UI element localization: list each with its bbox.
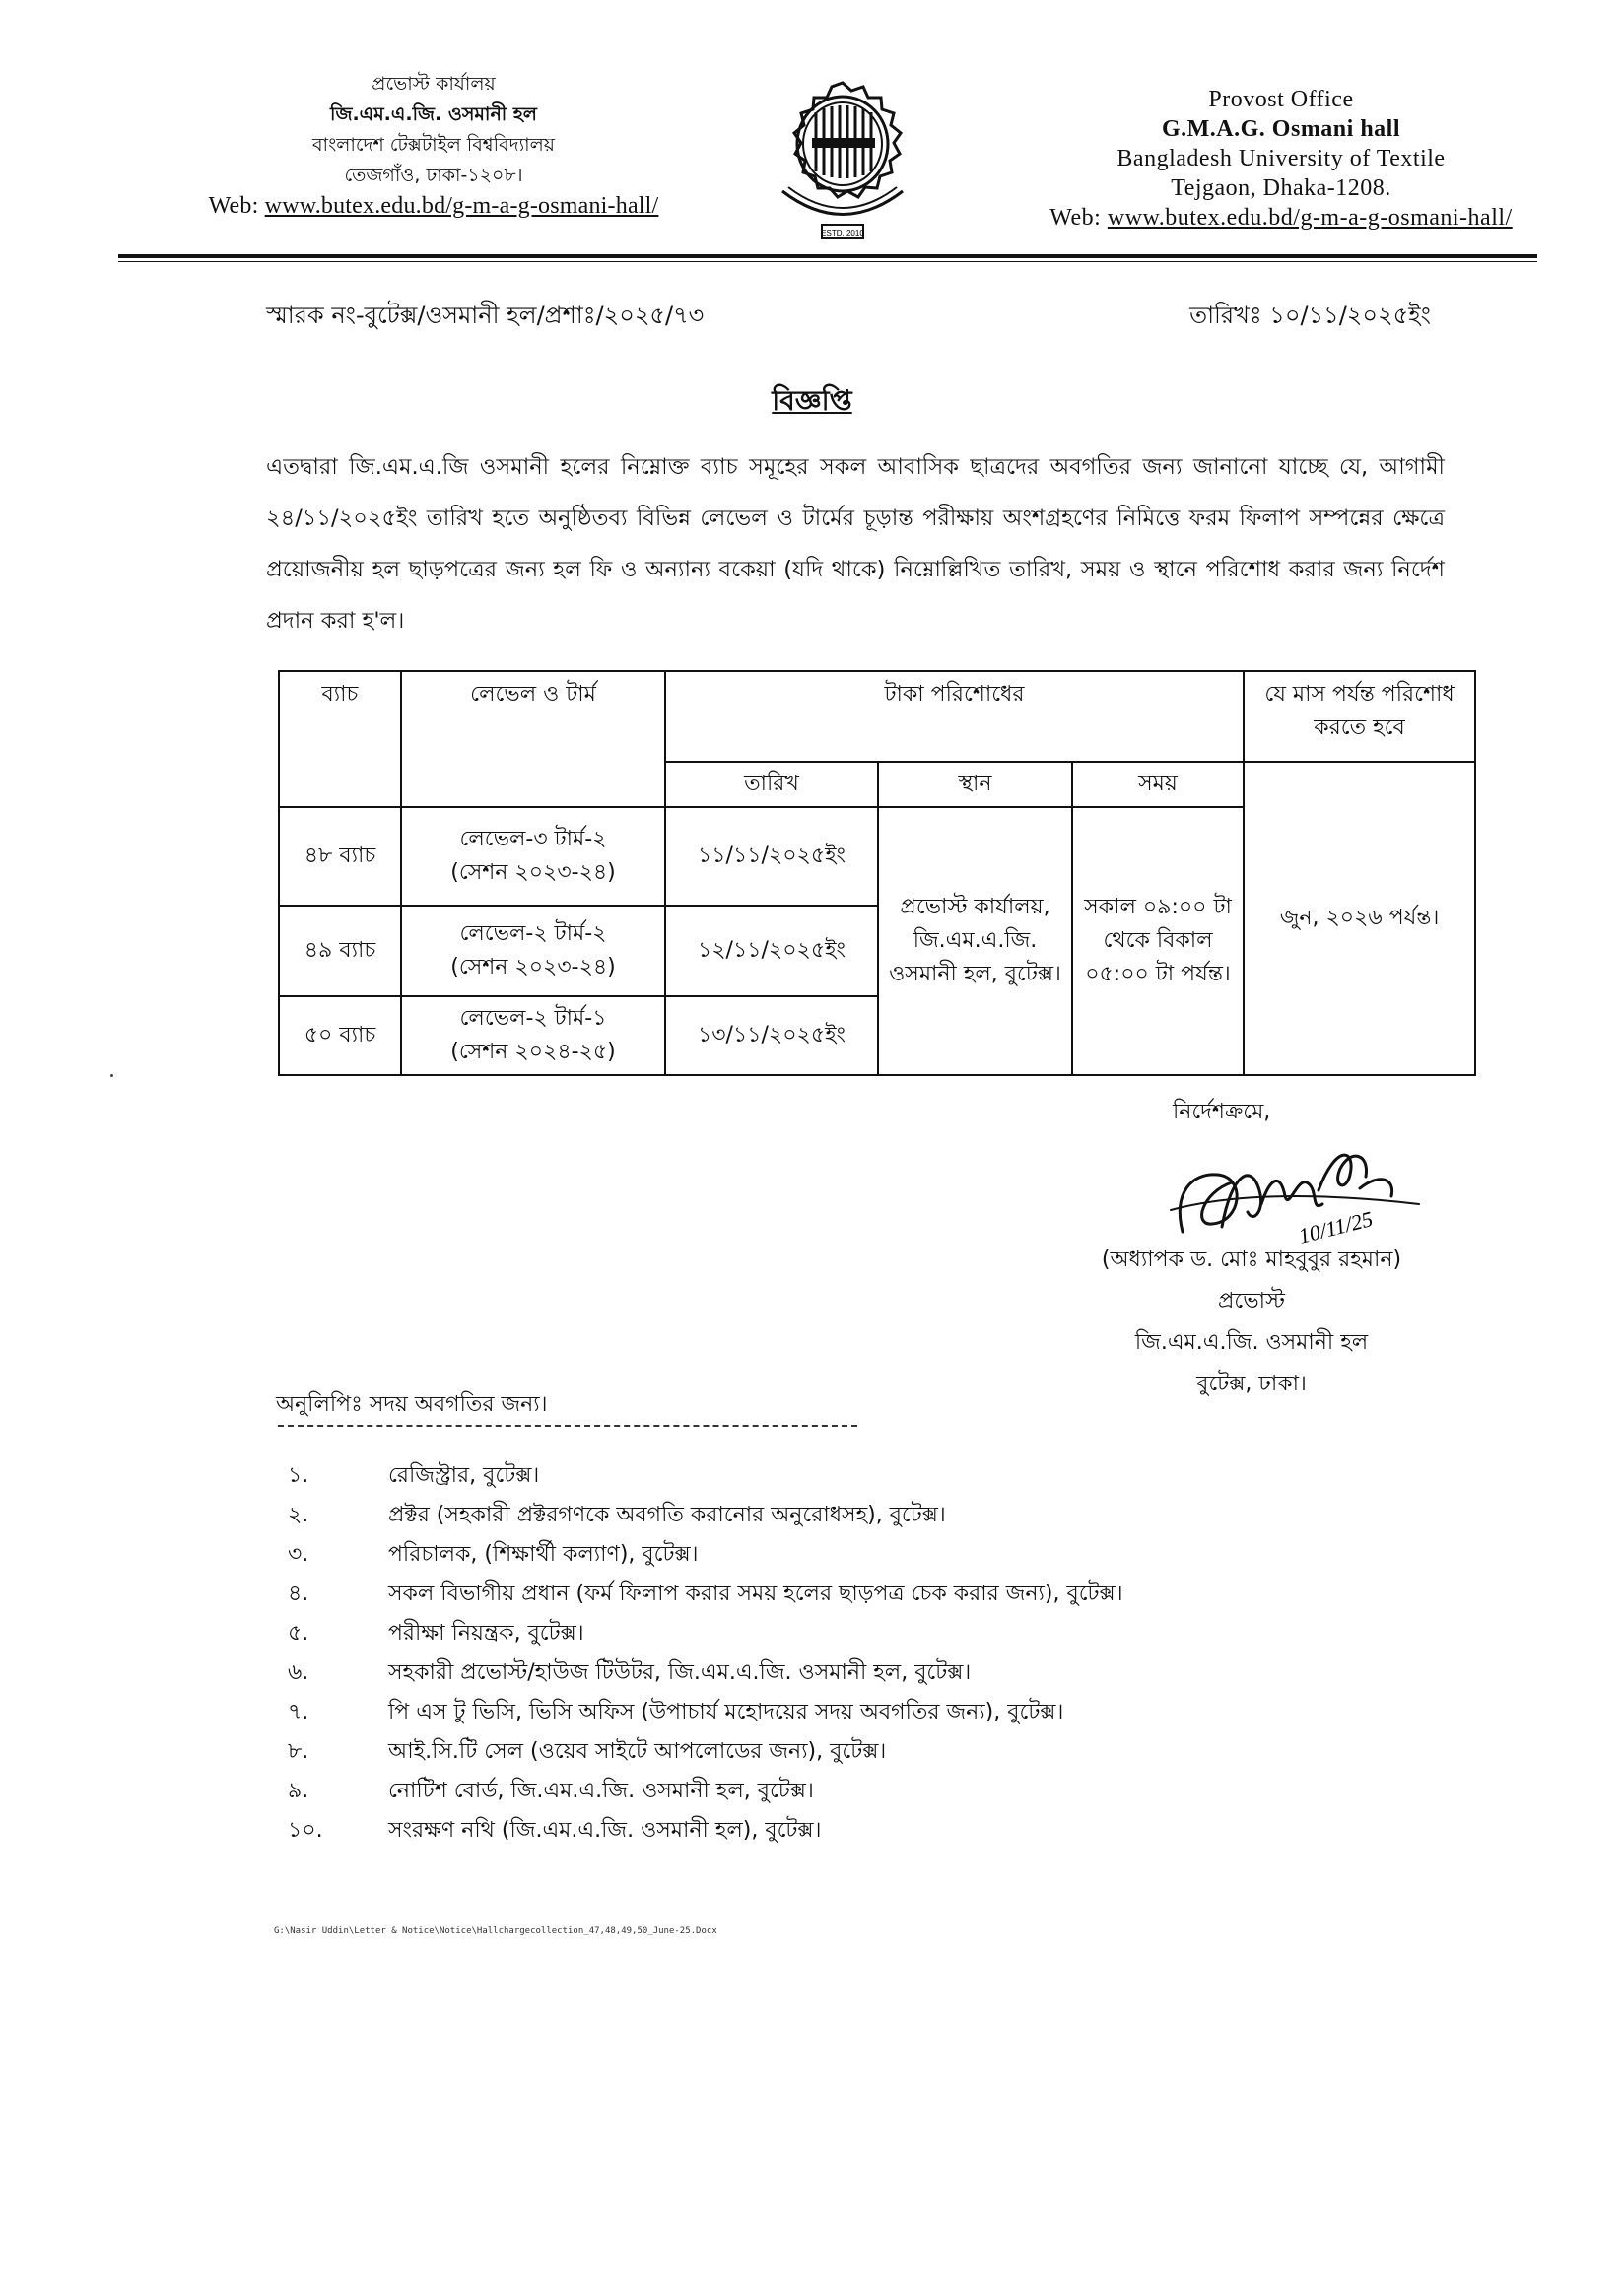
pay-until-cell: জুন, ২০২৬ পর্যন্ত।	[1244, 762, 1475, 1075]
list-text: রেজিস্ট্রার, বুটেক্স।	[388, 1463, 540, 1488]
list-text: পি এস টু ভিসি, ভিসি অফিস (উপাচার্য মহোদয়ের সদয় অবগতির জন্য), বুটেক্স।	[388, 1700, 1064, 1724]
web-label: Web:	[1049, 205, 1108, 231]
batch-cell: ৪৯ ব্যাচ	[279, 906, 401, 996]
list-number: ৮.	[288, 1739, 309, 1764]
list-text: প্রক্টর (সহকারী প্রক্টরগণকে অবগতি করানোর অনুরোধসহ), বুটেক্স।	[388, 1503, 946, 1527]
list-text: আই.সি.টি সেল (ওয়েব সাইটে আপলোডের জন্য), বুটেক্স।	[388, 1739, 887, 1764]
col-header-place: স্থান	[878, 762, 1072, 807]
batch-cell: ৪৮ ব্যাচ	[279, 807, 401, 906]
signatory-place: বুটেক্স, ঢাকা।	[1196, 1372, 1307, 1396]
level-term-cell	[401, 807, 665, 906]
list-number: ১.	[288, 1463, 309, 1488]
col-header-date: তারিখ	[665, 762, 878, 807]
website-line-right	[1005, 203, 1557, 233]
signatory-hall: জি.এম.এ.জি. ওসমানী হল	[1134, 1330, 1369, 1355]
list-number: ৯.	[288, 1779, 309, 1803]
list-item	[288, 1693, 1123, 1732]
list-text: নোটিশ বোর্ড, জি.এম.এ.জি. ওসমানী হল, বুটেক্স।	[388, 1779, 814, 1803]
col-header-batch: ব্যাচ	[279, 671, 401, 807]
list-item	[288, 1614, 1123, 1654]
list-number: ১০.	[288, 1818, 323, 1843]
list-number: ৬.	[288, 1660, 309, 1685]
signature-block	[1025, 1092, 1478, 1405]
session-text: (সেশন ২০২৩-২৪)	[450, 955, 616, 979]
session-text: (সেশন ২০২৩-২৪)	[450, 860, 616, 885]
list-text: সকল বিভাগীয় প্রধান (ফর্ম ফিলাপ করার সময় হলের ছাড়পত্র চেক করার জন্য), বুটেক্স।	[388, 1582, 1123, 1606]
list-text: সংরক্ষণ নথি (জি.এম.এ.জি. ওসমানী হল), বুটেক্স।	[388, 1818, 822, 1843]
level-term-text: লেভেল-৩ টার্ম-২	[459, 827, 607, 851]
list-number: ৩.	[288, 1542, 309, 1567]
signatory-name: (অধ্যাপক ড. মোঃ মাহবুবুর রহমান)	[1101, 1248, 1402, 1272]
university-name-bn: বাংলাদেশ টেক্সটাইল বিশ্ববিদ্যালয়	[311, 134, 555, 156]
dashed-divider	[278, 1425, 857, 1427]
notice-title: বিজ্ঞপ্তি	[772, 384, 852, 417]
list-item	[288, 1654, 1123, 1693]
list-item	[288, 1772, 1123, 1811]
list-item	[288, 1456, 1123, 1496]
list-number: ৫.	[288, 1621, 309, 1646]
by-order-text: নির্দেশক্রমে,	[1173, 1100, 1271, 1124]
scan-speck	[110, 1074, 113, 1077]
list-number: ৭.	[288, 1700, 309, 1724]
list-number: ৪.	[288, 1582, 309, 1606]
notice-body: এতদ্বারা জি.এম.এ.জি ওসমানী হলের নিম্নোক্ত ব্যাচ সমূহের সকল আবাসিক ছাত্রদের অবগতির জন্য জানানো যাচ্ছে যে, আগামী ২৪/১১/২০২৫ইং তারিখ হতে অনুষ্ঠিতব্য বিভিন্ন লেভেল ও টার্মের চূড়ান্ত পরীক্ষায় অংশগ্রহণের নিমিত্তে ফরম ফিলাপ সম্পন্নের ক্ষেত্রে প্রয়োজনীয় হল ছাড়পত্রের জন্য হল ফি ও অন্যান্য বকেয়া (যদি থাকে) নিম্নোল্লিখিত তারিখ, সময় ও স্থানে পরিশোধ করার জন্য নির্দেশ প্রদান করা হ'ল।	[266, 454, 1445, 634]
address-en: Tejgaon, Dhaka-1208.	[1171, 175, 1391, 201]
list-number: ২.	[288, 1503, 309, 1527]
payment-date-cell: ১২/১১/২০২৫ইং	[665, 906, 878, 996]
header-rule	[118, 254, 1537, 258]
list-text: সহকারী প্রভোস্ট/হাউজ টিউটর, জি.এম.এ.জি. ওসমানী হল, বুটেক্স।	[388, 1660, 972, 1685]
signature-date: 10/11/25	[1296, 1206, 1376, 1249]
website-link-left[interactable]: www.butex.edu.bd/g-m-a-g-osmani-hall/	[264, 193, 659, 219]
letterhead-bangla	[158, 69, 710, 222]
payment-date-cell: ১৩/১১/২০২৫ইং	[665, 996, 878, 1075]
list-item	[288, 1535, 1123, 1575]
signatory-designation: প্রভোস্ট	[1217, 1289, 1285, 1314]
list-item	[288, 1811, 1123, 1851]
col-header-time: সময়	[1072, 762, 1244, 807]
copy-to-list	[288, 1456, 1123, 1851]
website-link-right[interactable]: www.butex.edu.bd/g-m-a-g-osmani-hall/	[1107, 205, 1513, 231]
copy-to-heading: অনুলিপিঃ সদয় অবগতির জন্য।	[276, 1392, 548, 1417]
list-item	[288, 1575, 1123, 1614]
col-header-pay-until: যে মাস পর্যন্ত পরিশোধ করতে হবে	[1244, 671, 1475, 762]
level-term-cell	[401, 996, 665, 1075]
letterhead-english	[1005, 85, 1557, 233]
address-bn: তেজগাঁও, ঢাকা-১২০৮।	[344, 165, 523, 186]
office-name-bn: প্রভোস্ট কার্যালয়	[372, 73, 496, 95]
list-text: পরীক্ষা নিয়ন্ত্রক, বুটেক্স।	[388, 1621, 584, 1646]
payment-schedule-table	[278, 670, 1476, 1076]
level-term-text: লেভেল-২ টার্ম-১	[459, 1006, 607, 1031]
session-text: (সেশন ২০২৪-২৫)	[450, 1040, 616, 1064]
payment-date-cell: ১১/১১/২০২৫ইং	[665, 807, 878, 906]
payment-time-cell: সকাল ০৯:০০ টা থেকে বিকাল ০৫:০০ টা পর্যন্ত।	[1072, 807, 1244, 1075]
batch-cell: ৫০ ব্যাচ	[279, 996, 401, 1075]
website-line-left	[158, 191, 710, 222]
memo-number: স্মারক নং-বুটেক্স/ওসমানী হল/প্রশাঃ/২০২৫/৭৩	[266, 302, 705, 329]
web-label: Web:	[208, 193, 265, 219]
butex-logo-icon	[765, 65, 920, 244]
list-item	[288, 1496, 1123, 1535]
level-term-cell	[401, 906, 665, 996]
col-header-level-term: লেভেল ও টার্ম	[401, 671, 665, 807]
file-path-footer: G:\Nasir Uddin\Letter & Notice\Notice\Hallchargecollection_47,48,49,50_June-25.Docx	[274, 1926, 717, 1936]
level-term-text: লেভেল-২ টার্ম-২	[459, 921, 607, 946]
header-rule-thin	[118, 261, 1537, 262]
hall-name-en: G.M.A.G. Osmani hall	[1161, 116, 1401, 142]
hall-name-bn: জি.এম.এ.জি. ওসমানী হল	[330, 103, 537, 125]
office-name-en: Provost Office	[1208, 87, 1354, 112]
list-text: পরিচালক, (শিক্ষার্থী কল্যাণ), বুটেক্স।	[388, 1542, 699, 1567]
logo-caption: ESTD. 2010	[821, 229, 864, 237]
university-name-en: Bangladesh University of Textile	[1116, 146, 1446, 171]
notice-date: তারিখঃ ১০/১১/২০২৫ইং	[1189, 302, 1431, 329]
list-item	[288, 1732, 1123, 1772]
payment-place-cell: প্রভোস্ট কার্যালয়, জি.এম.এ.জি. ওসমানী হল, বুটেক্স।	[878, 807, 1072, 1075]
col-header-payment: টাকা পরিশোধের	[665, 671, 1244, 762]
